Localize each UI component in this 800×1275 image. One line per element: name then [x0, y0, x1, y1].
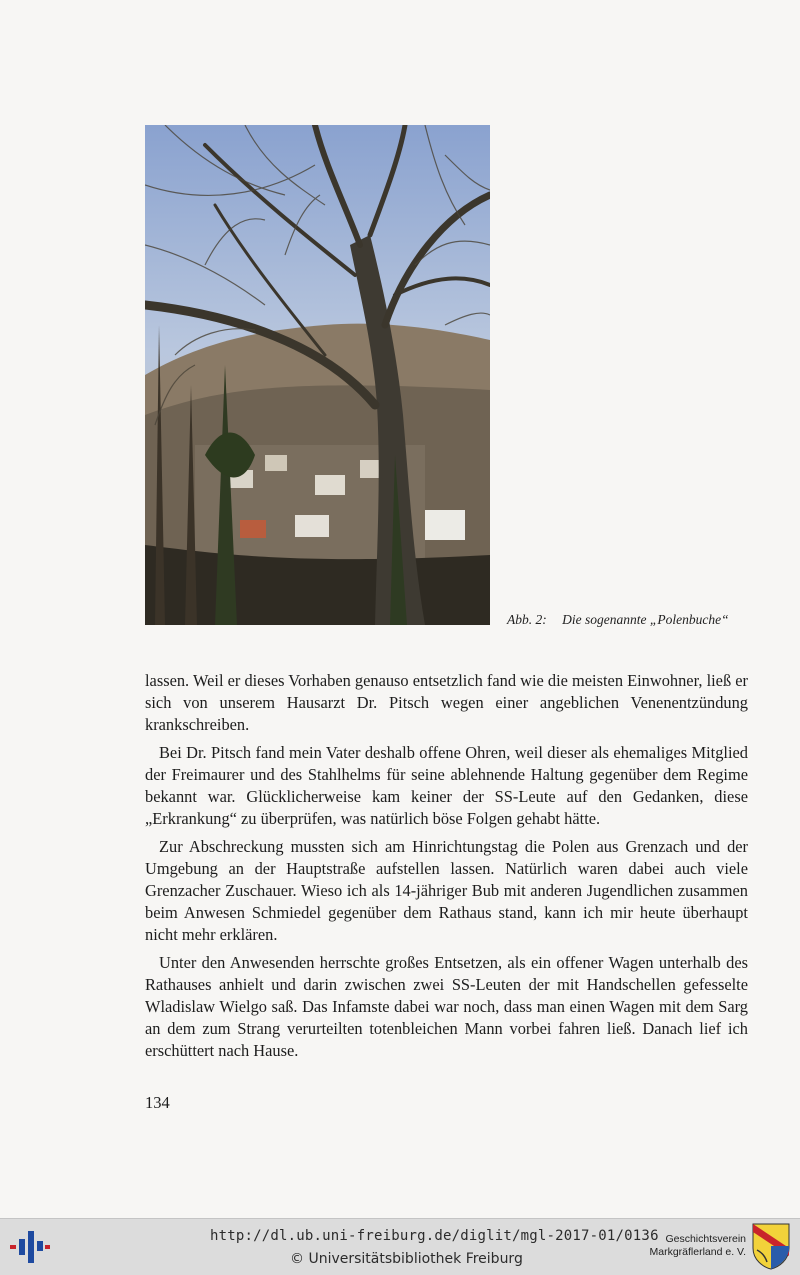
ub-freiburg-logo-icon[interactable]	[10, 1229, 50, 1265]
permalink-link[interactable]: http://dl.ub.uni-freiburg.de/diglit/mgl-2017-01/0136	[210, 1228, 659, 1244]
paragraph: Zur Abschreckung mussten sich am Hinrichtungstag die Polen aus Grenzach und der Umgebung an der Hauptstraße aufstellen lassen. Natürlich waren dabei auch viele Grenzacher Zuschauer. Wieso ich als 14-jähriger Bub mit anderen Jugendlichen zusammen beim Anwesen Schmiedel gegenüber dem Rathaus stand, kann ich mir heute überhaupt nicht mehr erklären.	[145, 837, 748, 944]
paragraph: Unter den Anwesenden herrschte großes Entsetzen, als ein offener Wagen unterhalb des Rathauses anhielt und darin zwischen zwei SS-Leuten der mit Handschellen gefesselte Wladislaw Wielgo saß. Das Infamste dabei war noch, dass man einen Wagen mit dem Sarg an dem zum Strang verurteilten totenbleichen Mann vorbei fahren ließ. Danach lief ich erschüttert nach Hause.	[145, 953, 748, 1060]
copyright-notice: © Universitätsbibliothek Freiburg	[290, 1251, 523, 1267]
figure-caption	[507, 612, 757, 628]
figure-caption-text: Die sogenannte „Polenbuche“	[562, 612, 729, 627]
paragraph: lassen. Weil er dieses Vorhaben genauso entsetzlich fand wie die meisten Einwohner, ließ er sich von unserem Hausarzt Dr. Pitsch wegen einer angeblichen Venenentzündung krankschreiben.	[145, 671, 748, 734]
page-number: 134	[145, 1093, 170, 1112]
publisher-line: Markgräflerland e. V.	[649, 1246, 746, 1258]
paragraph: Bei Dr. Pitsch fand mein Vater deshalb offene Ohren, weil dieser als ehemaliges Mitglied der Freimaurer und des Stahlhelms für seine ablehnende Haltung gegenüber dem Regime bekannt war. Glücklicherweise kam keiner der SS-Leute auf den Gedanken, diese „Erkrankung“ zu überprüfen, was natürlich böse Folgen gehabt hätte.	[145, 743, 748, 828]
publisher-line: Geschichtsverein	[665, 1233, 746, 1245]
publisher-name	[620, 1233, 746, 1259]
beech-tree-photo	[145, 125, 490, 625]
figure-photo	[145, 125, 490, 625]
coat-of-arms-icon[interactable]	[751, 1222, 791, 1270]
viewer-footer	[0, 1218, 800, 1275]
figure-label: Abb. 2:	[507, 612, 547, 627]
body-text	[145, 670, 748, 1068]
